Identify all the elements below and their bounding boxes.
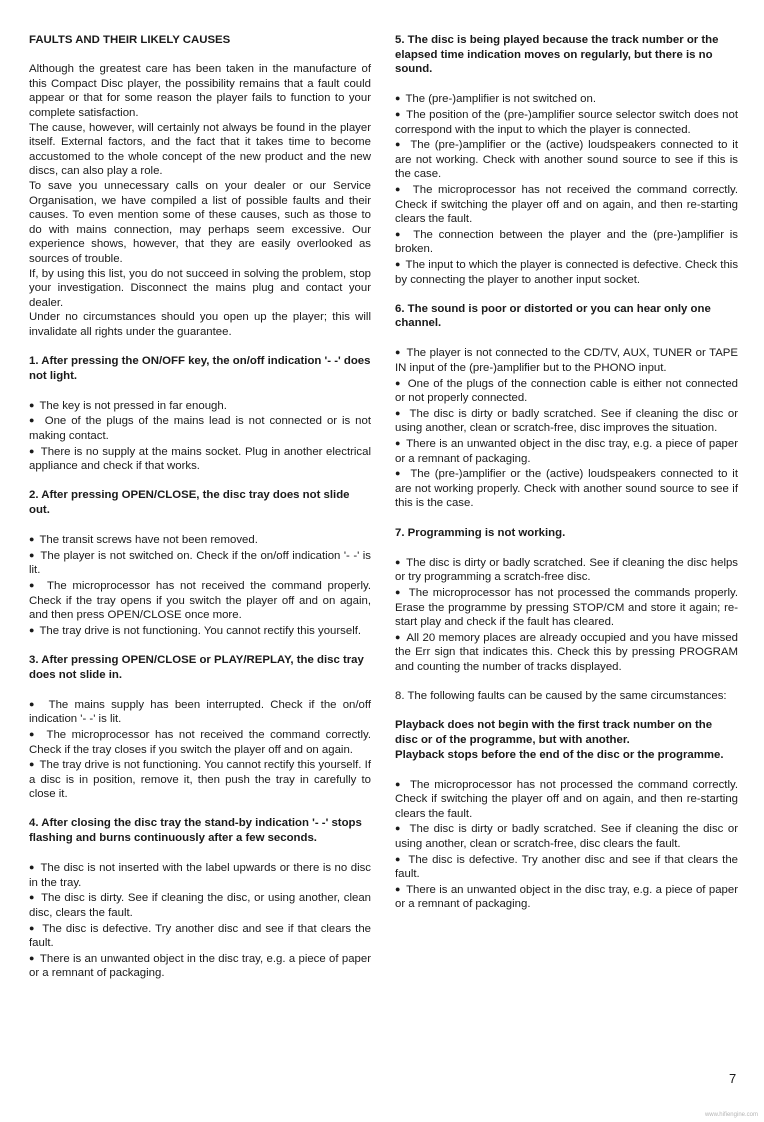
bullet-item: ● The player is not connected to the CD/TV, AUX, TUNER or TAPE IN input of the (pre-)amplifier but to the PHONO input. <box>395 345 738 375</box>
spacer <box>395 331 738 346</box>
bullet-item: ● The microprocessor has not received the command correctly. Check if switching the player off and on again, and then re-starting clears the fault. <box>395 182 738 227</box>
section-heading: 6. The sound is poor or distorted or you can hear only one channel. <box>395 302 711 330</box>
bullet-item: ● The disc is dirty or badly scratched. See if cleaning the disc helps or try programming a scratch-free disc. <box>395 555 738 585</box>
watermark: www.hifiengine.com <box>704 1112 758 1118</box>
spacer <box>395 77 738 92</box>
paragraph: To save you unnecessary calls on your dealer or our Service Organisation, we have compiled a list of possible faults and their causes. To even mention some of these causes, such as those to do with mains connection, may perhaps seem excessive. Our experience shows, however, that they are easily overlooked as sources of trouble. <box>29 179 371 265</box>
paragraph: Although the greatest care has been taken in the manufacture of this Compact Disc player, the possibility remains that a fault could appear or that for some reason the player fails to function to your complete satisfaction. <box>29 63 371 119</box>
bullet-item: ● All 20 memory places are already occupied and you have missed the Err sign that indicates this. Check this by pressing PROGRAM and counting the number of tracks displayed. <box>395 630 738 675</box>
section-heading: 4. After closing the disc tray the stand-by indication '- -' stops flashing and burns continuously after a few seconds. <box>29 817 362 845</box>
bullet-item: ● The (pre-)amplifier or the (active) loudspeakers connected to it are not working properly. Check with another sound source to see if this is the case. <box>395 466 738 511</box>
section-heading: 7. Programming is not working. <box>395 526 566 539</box>
bullet-item: ● The player is not switched on. Check if the on/off indication '- -' is lit. <box>29 548 371 578</box>
bullet-item: ● The disc is defective. Try another disc and see if that clears the fault. <box>395 852 738 882</box>
spacer <box>29 518 371 533</box>
bullet-item: ● The disc is dirty. See if cleaning the disc, or using another, clean disc, clears the fault. <box>29 890 371 920</box>
left-column <box>29 33 371 981</box>
bullet-item: ● The (pre-)amplifier is not switched on. <box>395 91 738 107</box>
bullet-item: ● The input to which the player is connected is defective. Check this by connecting the player to another input socket. <box>395 257 738 287</box>
bullet-item: ● The disc is not inserted with the label upwards or there is no disc in the tray. <box>29 860 371 890</box>
bullet-item: ● The microprocessor has not received the command properly. Check if the tray opens if you switch the player off and on again, and then press OPEN/CLOSE once more. <box>29 578 371 623</box>
spacer <box>29 846 371 861</box>
section-heading: FAULTS AND THEIR LIKELY CAUSES <box>29 34 231 46</box>
spacer <box>395 511 738 526</box>
bullet-item: ● The tray drive is not functioning. You cannot rectify this yourself. If a disc is in position, remove it, then push the tray in carefully to close it. <box>29 757 371 802</box>
spacer <box>395 704 738 719</box>
paragraph: 8. The following faults can be caused by the same circumstances: <box>395 690 727 703</box>
bullet-item: ● The (pre-)amplifier or the (active) loudspeakers connected to it are not working. Check with another sound source to see if this is the case. <box>395 137 738 182</box>
bullet-item: ● One of the plugs of the mains lead is not connected or is not making contact. <box>29 413 371 443</box>
section-heading: 1. After pressing the ON/OFF key, the on/off indication '- -' does not light. <box>29 355 371 382</box>
bullet-item: ● The tray drive is not functioning. You cannot rectify this yourself. <box>29 623 371 639</box>
spacer <box>395 762 738 777</box>
section-heading: Playback does not begin with the first track number on the disc or of the programme, but with another. <box>395 719 713 746</box>
bullet-item: ● The transit screws have not been removed. <box>29 532 371 548</box>
bullet-item: ● There is no supply at the mains socket. Plug in another electrical appliance and check if that works. <box>29 444 371 474</box>
spacer <box>29 802 371 817</box>
bullet-item: ● The position of the (pre-)amplifier source selector switch does not correspond with the input to which the player is connected. <box>395 107 738 137</box>
section-heading: Playback stops before the end of the disc or the programme. <box>395 748 724 761</box>
bullet-item: ● The microprocessor has not processed the command correctly. Check if switching the player off and on again, and then re-starting clears the fault. <box>395 777 738 822</box>
bullet-item: ● The microprocessor has not received the command correctly. Check if the tray closes if you switch the player off and on again. <box>29 727 371 757</box>
spacer <box>29 339 371 354</box>
spacer <box>29 682 371 697</box>
spacer <box>29 474 371 489</box>
spacer <box>395 287 738 302</box>
bullet-item: ● The disc is dirty or badly scratched. See if cleaning the disc or using another, clean or scratch-free, disc clears the fault. <box>395 821 738 851</box>
bullet-item: ● There is an unwanted object in the disc tray, e.g. a piece of paper or a remnant of packaging. <box>29 951 371 981</box>
bullet-item: ● There is an unwanted object in the disc tray, e.g. a piece of paper or a remnant of packaging. <box>395 882 738 912</box>
bullet-item: ● The disc is defective. Try another disc and see if that clears the fault. <box>29 921 371 951</box>
spacer <box>29 383 371 398</box>
section-heading: 5. The disc is being played because the track number or the elapsed time indication moves on regularly, but there is no sound. <box>395 34 719 76</box>
bullet-item: ● The disc is dirty or badly scratched. See if cleaning the disc or using another, clean or scratch-free, disc improves the situation. <box>395 406 738 436</box>
section-heading: 2. After pressing OPEN/CLOSE, the disc tray does not slide out. <box>29 489 350 516</box>
spacer <box>29 638 371 653</box>
spacer <box>395 675 738 690</box>
bullet-item: ● One of the plugs of the connection cable is either not connected or not properly connected. <box>395 376 738 406</box>
bullet-item: ● The microprocessor has not processed the commands properly. Erase the programme by pressing STOP/CM and store it again; re-start play and check if the fault has cleared. <box>395 585 738 630</box>
paragraph: The cause, however, will certainly not always be found in the player itself. External factors, and the fact that it takes time to become accustomed to the whole concept of the new product and the new discs, can also play a role. <box>29 121 371 178</box>
spacer <box>395 540 738 555</box>
page-number: 7 <box>729 1071 737 1086</box>
paragraph: Under no circumstances should you open up the player; this will invalidate all rights under the guarantee. <box>29 311 371 338</box>
bullet-item: ● The connection between the player and the (pre-)amplifier is broken. <box>395 227 738 257</box>
section-heading: 3. After pressing OPEN/CLOSE or PLAY/REPLAY, the disc tray does not slide in. <box>29 653 364 681</box>
bullet-item: ● The mains supply has been interrupted. Check if the on/off indication '- -' is lit. <box>29 697 371 727</box>
bullet-item: ● There is an unwanted object in the disc tray, e.g. a piece of paper or a remnant of packaging. <box>395 436 738 466</box>
bullet-item: ● The key is not pressed in far enough. <box>29 398 371 414</box>
spacer <box>29 48 371 63</box>
right-column <box>395 33 738 912</box>
paragraph: If, by using this list, you do not succeed in solving the problem, stop your investigation. Disconnect the mains plug and contact your dealer. <box>29 267 371 309</box>
